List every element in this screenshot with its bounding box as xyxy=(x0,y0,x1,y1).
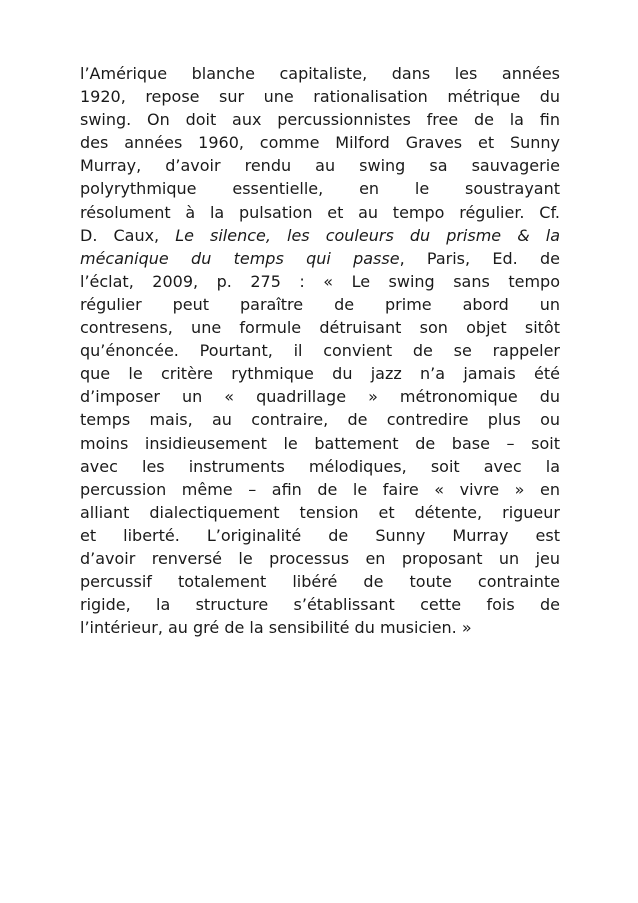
italic-title-part: mécanique du temps qui passe xyxy=(80,248,400,268)
text-line: l’éclat, 2009, p. 275 : « Le swing sans tempo xyxy=(80,271,560,291)
text-line: percussif totalement libéré de toute contrainte xyxy=(80,572,560,592)
text-line: 1920, repose sur une rationalisation métrique du xyxy=(80,87,560,107)
text-line: moins insidieusement le battement de base – soit xyxy=(80,433,560,453)
text-line: alliant dialectiquement tension et détente, rigueur xyxy=(80,502,560,522)
italic-title-part: Le silence, les couleurs du prisme & la xyxy=(175,225,560,245)
text-line: temps mais, au contraire, de contredire plus ou xyxy=(80,410,560,430)
text-line: des années 1960, comme Milford Graves et Sunny xyxy=(80,133,560,153)
text-line: avec les instruments mélodiques, soit avec la xyxy=(80,456,560,476)
text-line: rigide, la structure s’établissant cette fois de xyxy=(80,595,560,615)
text-line: et liberté. L’originalité de Sunny Murray est xyxy=(80,525,560,545)
text-line: d’avoir renversé le processus en proposant un jeu xyxy=(80,548,560,568)
text-line-last: l’intérieur, au gré de la sensibilité du musicien. » xyxy=(80,618,472,638)
text-line: D. Caux, Le silence, les couleurs du prisme & la xyxy=(80,225,560,245)
text-line: l’Amérique blanche capitaliste, dans les années xyxy=(80,64,560,83)
text-line: que le critère rythmique du jazz n’a jamais été xyxy=(80,364,560,384)
text-line: résolument à la pulsation et au tempo régulier. Cf. xyxy=(80,202,560,222)
text-line: Murray, d’avoir rendu au swing sa sauvagerie xyxy=(80,156,560,176)
text-line: qu’énoncée. Pourtant, il convient de se rappeler xyxy=(80,341,560,361)
footnote-text xyxy=(80,62,560,639)
text-line: contresens, une formule détruisant son objet sitôt xyxy=(80,318,560,338)
text-line: percussion même – afin de le faire « vivre » en xyxy=(80,479,560,499)
text-line: swing. On doit aux percussionnistes free de la fin xyxy=(80,110,560,130)
text-line: régulier peut paraître de prime abord un xyxy=(80,294,560,314)
text-line: mécanique du temps qui passe, Paris, Ed. de xyxy=(80,248,560,268)
text-line: polyrythmique essentielle, en le soustrayant xyxy=(80,179,560,199)
text-line: d’imposer un « quadrillage » métronomique du xyxy=(80,387,560,407)
